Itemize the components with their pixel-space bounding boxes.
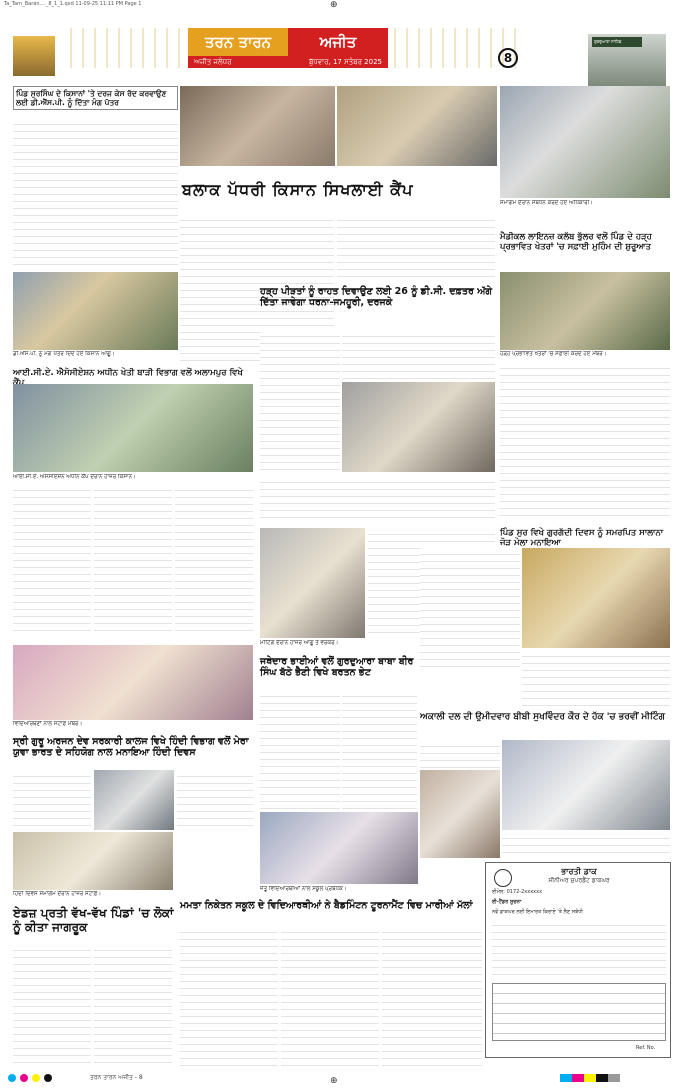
ad-notice-title: ਈ-ਟੈਂਡਰ ਸੂਚਨਾ bbox=[492, 899, 522, 905]
article-1-photo bbox=[13, 272, 178, 350]
masthead-place: ਅਜੀਤ ਜਲੰਧਰ bbox=[194, 58, 232, 66]
article-6-body-b bbox=[420, 548, 520, 668]
article-11-body-a bbox=[180, 926, 278, 1068]
footer-text: ਤਰਨ ਤਾਰਨ ਅਜੀਤ - 8 bbox=[90, 1074, 143, 1081]
building-photo bbox=[588, 34, 666, 86]
ad-subtitle: ਸੀਨੀਅਰ ਸੁਪਰਡੈਂਟ ਡਾਕਘਰ bbox=[548, 877, 610, 884]
caption-3: ਹੜ੍ਹ ਪ੍ਰਭਾਵਿਤ ਖੇਤਰਾਂ 'ਚ ਸਫ਼ਾਈ ਕਰਦੇ ਹੋਏ ਮੈਂਬਰ। bbox=[500, 351, 607, 357]
article-6-body-c bbox=[522, 650, 670, 706]
article-7-body-a bbox=[260, 690, 340, 810]
ad-contact: ਈਮੇਲ: 0172-2xxxxxx bbox=[492, 889, 543, 895]
registration-mark-icon: ⊕ bbox=[330, 0, 338, 10]
headline-10: ਏਡਜ਼ ਪ੍ਰਤੀ ਵੱਖ-ਵੱਖ ਪਿੰਡਾਂ 'ਚ ਲੋਕਾਂ ਨੂੰ ਕੀਤਾ ਜਾਗਰੂਕ bbox=[13, 906, 174, 935]
headline-8: ਸ੍ਰੀ ਗੁਰੂ ਅਰਜਨ ਦੇਵ ਸਰਕਾਰੀ ਕਾਲਜ ਵਿਖੇ ਹਿੰਦੀ ਵਿਭਾਗ ਵਲੋਂ ਮੇਰਾ ਯੁਵਾ ਭਾਰਤ ਦੇ ਸਹਿਯੋਗ ਨਾਲ ਮਨਾਇਆ ਹਿੰਦੀ ਦਿਵਸ bbox=[13, 736, 249, 759]
hindi-day-photo-1 bbox=[94, 770, 174, 830]
headline-11: ਮਮਤਾ ਨਿਕੇਤਨ ਸਕੂਲ ਦੇ ਵਿਦਿਆਰਥੀਆਂ ਨੇ ਬੈਡਮਿੰਟਨ ਟੂਰਨਾਮੈਂਟ ਵਿਚ ਮਾਰੀਆਂ ਮੱਲਾਂ bbox=[180, 900, 473, 911]
ad-title: ਭਾਰਤੀ ਡਾਕ bbox=[561, 867, 597, 876]
headline-9: ਅਕਾਲੀ ਦਲ ਦੀ ਉਮੀਦਵਾਰ ਬੀਬੀ ਸੁਖਵਿੰਦਰ ਕੌਰ ਦੇ ਹੱਕ 'ਚ ਭਰਵੀਂ ਮੀਟਿੰਗ bbox=[420, 712, 665, 722]
article-8-body-a bbox=[13, 770, 91, 828]
center-photo-1 bbox=[180, 86, 335, 166]
caption-7: ਵਿਦਿਆਰਥਣਾਂ ਨਾਲ ਸਟਾਫ਼ ਮੈਂਬਰ। bbox=[13, 721, 83, 727]
students-photo bbox=[13, 645, 253, 720]
caption-5: ਮੀਟਿੰਗ ਦੌਰਾਨ ਹਾਜ਼ਰ ਆਗੂ ਤੇ ਵਰਕਰ। bbox=[260, 640, 339, 646]
masthead-city: ਤਰਨ ਤਾਰਨ bbox=[188, 28, 288, 56]
badminton-photo bbox=[260, 812, 418, 884]
article-7-body-b bbox=[342, 690, 417, 810]
article-2-body-b bbox=[337, 214, 495, 282]
article-4-body-c bbox=[260, 476, 495, 524]
center-photo-2 bbox=[337, 86, 497, 166]
yellow-dot-icon bbox=[32, 1074, 40, 1082]
caption-9: ਜੇਤੂ ਵਿਦਿਆਰਥੀਆਂ ਨਾਲ ਸਕੂਲ ਪ੍ਰਬੰਧਕ। bbox=[260, 886, 347, 892]
page-number: 8 bbox=[498, 48, 518, 68]
cmyk-marks bbox=[8, 1074, 52, 1082]
ad-body bbox=[492, 919, 666, 979]
article-3-body bbox=[500, 362, 670, 518]
cleanup-photo bbox=[500, 272, 670, 350]
headline-3: ਮੈਡੀਕਲ ਲਾਇਨਜ਼ ਕਲੱਬ ਭੁੱਲਰ ਵਲੋਂ ਪਿੰਡ ਦੇ ਹੜ੍ਹ ਪ੍ਰਭਾਵਿਤ ਖੇਤਰਾਂ 'ਚ ਸਫ਼ਾਈ ਮੁਹਿੰਮ ਦੀ ਸ਼ੁਰੂਆਤ bbox=[500, 232, 652, 253]
article-11-body-b bbox=[281, 926, 379, 1068]
right-top-photo bbox=[500, 86, 670, 198]
article-11-body-c bbox=[382, 926, 482, 1068]
caption-1: ਡੀ.ਐੱਸ.ਪੀ. ਨੂੰ ਮੰਗ ਪੱਤਰ ਦਿੰਦੇ ਹੋਏ ਕਿਸਾਨ ਆਗੂ। bbox=[13, 351, 115, 357]
registration-mark-icon: ⊕ bbox=[330, 1076, 338, 1086]
headline-5: ਆਈ.ਸੀ.ਏ. ਐਸੋਸੀਏਸ਼ਨ ਅਧੀਨ ਖੇਤੀ ਬਾੜੀ ਵਿਭਾਗ ਵਲੋਂ ਅਲਾਮਪੁਰ ਵਿਖੇ bbox=[13, 368, 243, 378]
headline-7: ਜਥੇਦਾਰ ਭਾਈਆਂ ਵਲੋਂ ਗੁਰਦੁਆਰਾ ਬਾਬਾ ਬੀਰ ਸਿੰਘ ਬੱਠੇ ਭੈਣੀ ਵਿਖੇ ਬਰਤਨ ਭੇਟ bbox=[260, 656, 414, 679]
headline-1: ਪਿੰਡ ਸੁਰਸਿੰਘ ਦੇ ਕਿਸਾਨਾਂ 'ਤੇ ਦਰਜ ਕੇਸ ਰੱਦ ਕਰਵਾਉਣ ਲਈ ਡੀ.ਐੱਸ.ਪੀ. ਨੂੰ ਦਿੱਤਾ ਮੰਗ ਪੱਤਰ bbox=[13, 86, 178, 110]
article-9-body-b bbox=[502, 832, 670, 858]
gathering-photo bbox=[260, 528, 365, 638]
color-bar bbox=[560, 1074, 620, 1082]
tender-advertisement bbox=[485, 862, 671, 1058]
ad-table bbox=[492, 983, 666, 1041]
article-10-body-a bbox=[13, 944, 91, 1068]
ad-reference: Ref. No. bbox=[636, 1045, 656, 1051]
magenta-dot-icon bbox=[20, 1074, 28, 1082]
masthead-paper: ਅਜੀਤ bbox=[288, 28, 388, 56]
headline-2: ਬਲਾਕ ਪੱਧਰੀ ਕਿਸਾਨ ਸਿਖਲਾਈ ਕੈਂਪ bbox=[182, 180, 414, 199]
ad-notice-text: ਨਵੇਂ ਡਾਕਘਰ ਲਈ ਇਮਾਰਤ ਕਿਰਾਏ 'ਤੇ ਲੈਣ ਸਬੰਧੀ bbox=[492, 909, 583, 915]
masthead-dateline bbox=[188, 56, 388, 68]
article-5-body-c bbox=[175, 484, 253, 634]
akali-meeting-photo bbox=[502, 740, 670, 830]
headline-6: ਪਿੰਡ ਸੁਰ ਵਿਖੇ ਗੁਰਗੱਦੀ ਦਿਵਸ ਨੂੰ ਸਮਰਪਿਤ ਸਾਲਾਨਾ ਜੋੜ ਮੇਲਾ ਮਨਾਇਆ bbox=[500, 528, 664, 549]
article-1-body bbox=[13, 118, 178, 270]
article-4-body-a bbox=[260, 330, 340, 470]
meeting-photo bbox=[342, 382, 495, 472]
article-8-body-b bbox=[177, 770, 253, 828]
masthead bbox=[60, 28, 520, 68]
cyan-dot-icon bbox=[8, 1074, 16, 1082]
jor-mela-photo bbox=[522, 548, 670, 648]
article-10-body-b bbox=[94, 944, 172, 1068]
article-5-body-b bbox=[94, 484, 172, 634]
hindi-day-photo-2 bbox=[13, 832, 173, 890]
utensils-photo bbox=[420, 770, 500, 858]
caption-4: ਆਈ.ਸੀ.ਏ. ਐਸੋਸੀਏਸ਼ਨ ਅਧੀਨ ਕੈਂਪ ਦੌਰਾਨ ਹਾਜ਼ਰ ਕਿਸਾਨ। bbox=[13, 474, 136, 480]
caption-2: ਸਮਾਗਮ ਦੌਰਾਨ ਸੰਬੋਧਨ ਕਰਦੇ ਹੋਏ ਅਧਿਕਾਰੀ। bbox=[500, 200, 594, 206]
print-footer bbox=[0, 1072, 677, 1089]
corner-sign: ਗੁਰਦੁਆਰਾ ਸਾਹਿਬ bbox=[592, 37, 642, 47]
masthead-date: ਬੁੱਧਵਾਰ, 17 ਸਤੰਬਰ 2025 bbox=[309, 58, 382, 66]
camp-photo bbox=[13, 384, 253, 472]
article-5-body-a bbox=[13, 484, 91, 634]
article-4-body-b bbox=[342, 330, 495, 380]
black-dot-icon bbox=[44, 1074, 52, 1082]
golden-temple-photo bbox=[13, 36, 55, 76]
headline-4: ਹੜ੍ਹ ਪੀੜਤਾਂ ਨੂੰ ਰਾਹਤ ਦਿਵਾਉਣ ਲਈ 26 ਨੂੰ ਡੀ.ਸੀ. ਦਫ਼ਤਰ ਅੱਗੇ ਦਿੱਤਾ ਜਾਵੇਗਾ ਧਰਨਾ-ਜਮਹੂਰੀ, ਦਰਜਕੇ bbox=[260, 286, 493, 309]
print-slug: Ta_Tarn_Baran...._8_1_1.qxd 11-09-25 11:11 PM Page 1 bbox=[4, 1, 142, 7]
caption-8: ਹਿੰਦੀ ਦਿਵਸ ਸਮਾਗਮ ਦੌਰਾਨ ਹਾਜ਼ਰ ਸਟਾਫ਼। bbox=[13, 891, 102, 897]
